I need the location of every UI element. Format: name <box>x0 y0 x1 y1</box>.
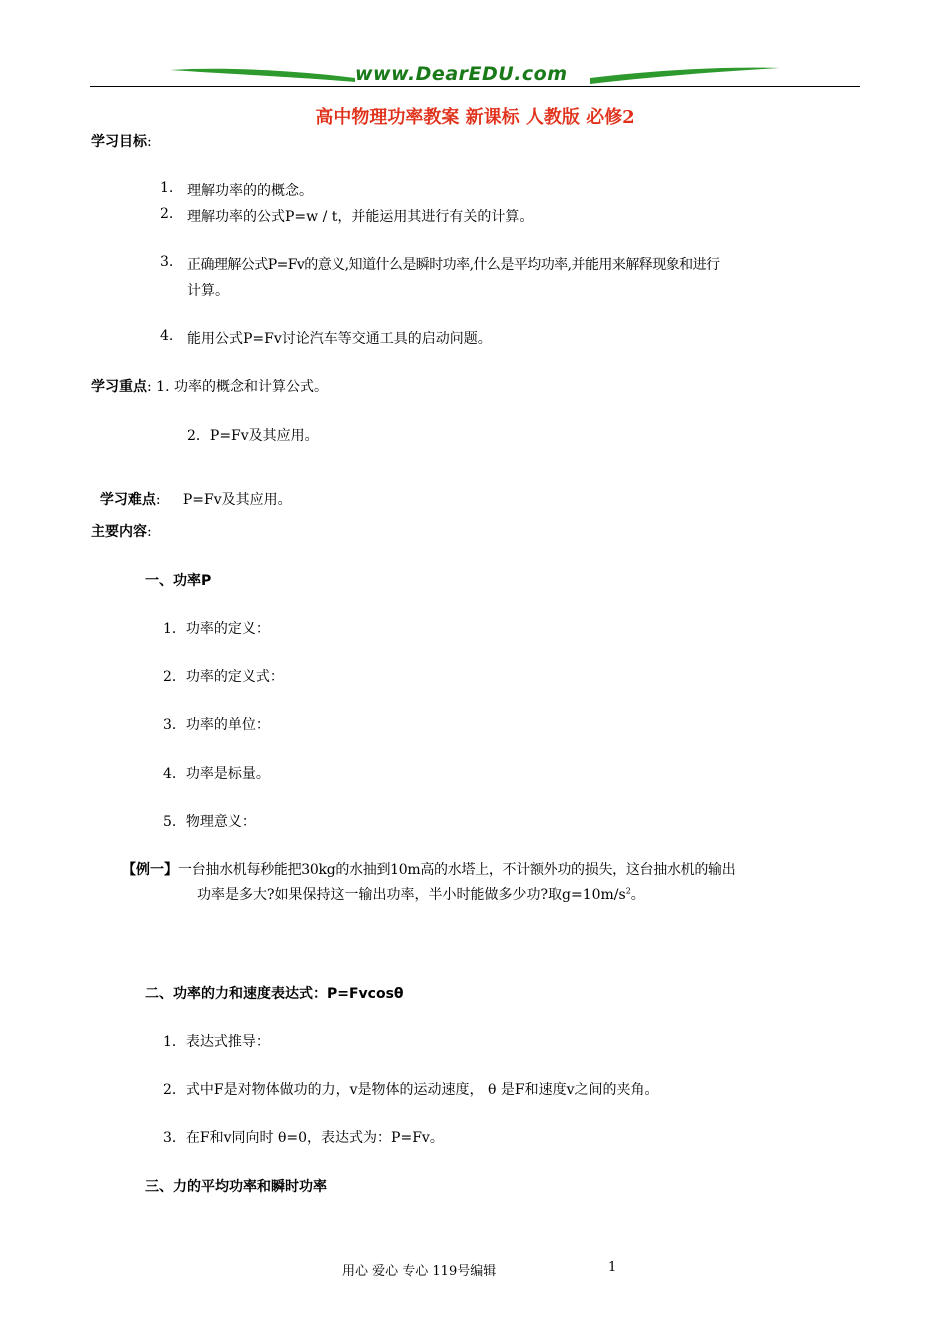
content-colon: : <box>147 524 152 540</box>
goal-text: 理解功率的公式P=w / t，并能运用其进行有关的计算。 <box>187 209 534 225</box>
header-divider <box>90 86 860 87</box>
goal-text: 能用公式P=Fv讨论汽车等交通工具的启动问题。 <box>187 331 492 347</box>
section-1-item: 2．功率的定义式： <box>163 669 284 685</box>
example-line-2 <box>197 884 645 904</box>
keypoints-item-2: 2．P=Fv及其应用。 <box>187 428 319 444</box>
example-label: 【例一】 <box>122 862 178 878</box>
keypoints-heading: 学习重点 <box>91 379 147 395</box>
example-superscript: 2 <box>625 886 631 896</box>
goal-num: 4. <box>160 328 174 344</box>
page-title: 高中物理功率教案 新课标 人教版 必修2 <box>315 107 635 128</box>
goals-heading-line <box>91 131 152 151</box>
section-1-item: 1．功率的定义： <box>163 621 270 637</box>
section-2-item: 3．在F和v同向时 θ=0，表达式为：P=Fv。 <box>163 1130 444 1146</box>
goal-item-2 <box>160 206 534 225</box>
goal-text: 正确理解公式P=Fv的意义,知道什么是瞬时功率,什么是平均功率,并能用来解释现象和进行 <box>187 257 720 273</box>
page-number: 1 <box>608 1260 617 1275</box>
keypoints-item-1: : 1. 功率的概念和计算公式。 <box>147 379 328 395</box>
goal-item-4 <box>160 328 492 347</box>
keypoints-line <box>91 376 328 396</box>
goal-item-3-cont: 计算。 <box>187 283 229 299</box>
example-text: 一台抽水机每秒能把30kg的水抽到10m高的水塔上，不计额外功的损失，这台抽水机的输出 <box>178 862 736 878</box>
section-2-item: 2．式中F是对物体做功的力，v是物体的运动速度， θ 是F和速度v之间的夹角。 <box>163 1082 659 1098</box>
goal-num: 2. <box>160 206 174 222</box>
difficulty-line <box>91 473 292 509</box>
section-2-item: 1．表达式推导： <box>163 1034 270 1050</box>
content-heading: 主要内容 <box>91 524 147 540</box>
goal-item-3 <box>160 254 720 273</box>
section-3-title: 三、力的平均功率和瞬时功率 <box>145 1179 327 1195</box>
goal-num: 3. <box>160 254 174 270</box>
section-2-title: 二、功率的力和速度表达式：P=Fvcosθ <box>145 986 404 1002</box>
difficulty-text: : P=Fv及其应用。 <box>155 492 292 508</box>
difficulty-heading: 学习难点 <box>99 492 156 508</box>
footer-text: 用心 爱心 专心 119号编辑 <box>342 1264 497 1279</box>
goal-text: 理解功率的的概念。 <box>187 183 313 199</box>
section-1-title: 一、功率P <box>145 573 212 589</box>
example-end: 。 <box>630 887 645 903</box>
example-text-2: 功率是多大?如果保持这一输出功率，半小时能做多少功?取g=10m/s <box>197 887 626 903</box>
content-heading-line <box>91 521 152 541</box>
example-line-1 <box>122 859 735 879</box>
goals-heading: 学习目标 <box>91 134 147 150</box>
section-1-item: 3．功率的单位： <box>163 717 270 733</box>
goals-colon: : <box>147 134 152 150</box>
goal-num: 1. <box>160 180 174 196</box>
goal-item-1 <box>160 180 313 199</box>
section-1-item: 5．物理意义： <box>163 814 256 830</box>
banner-logo[interactable]: www.DearEDU.com <box>355 63 568 85</box>
section-1-item: 4．功率是标量。 <box>163 766 270 782</box>
